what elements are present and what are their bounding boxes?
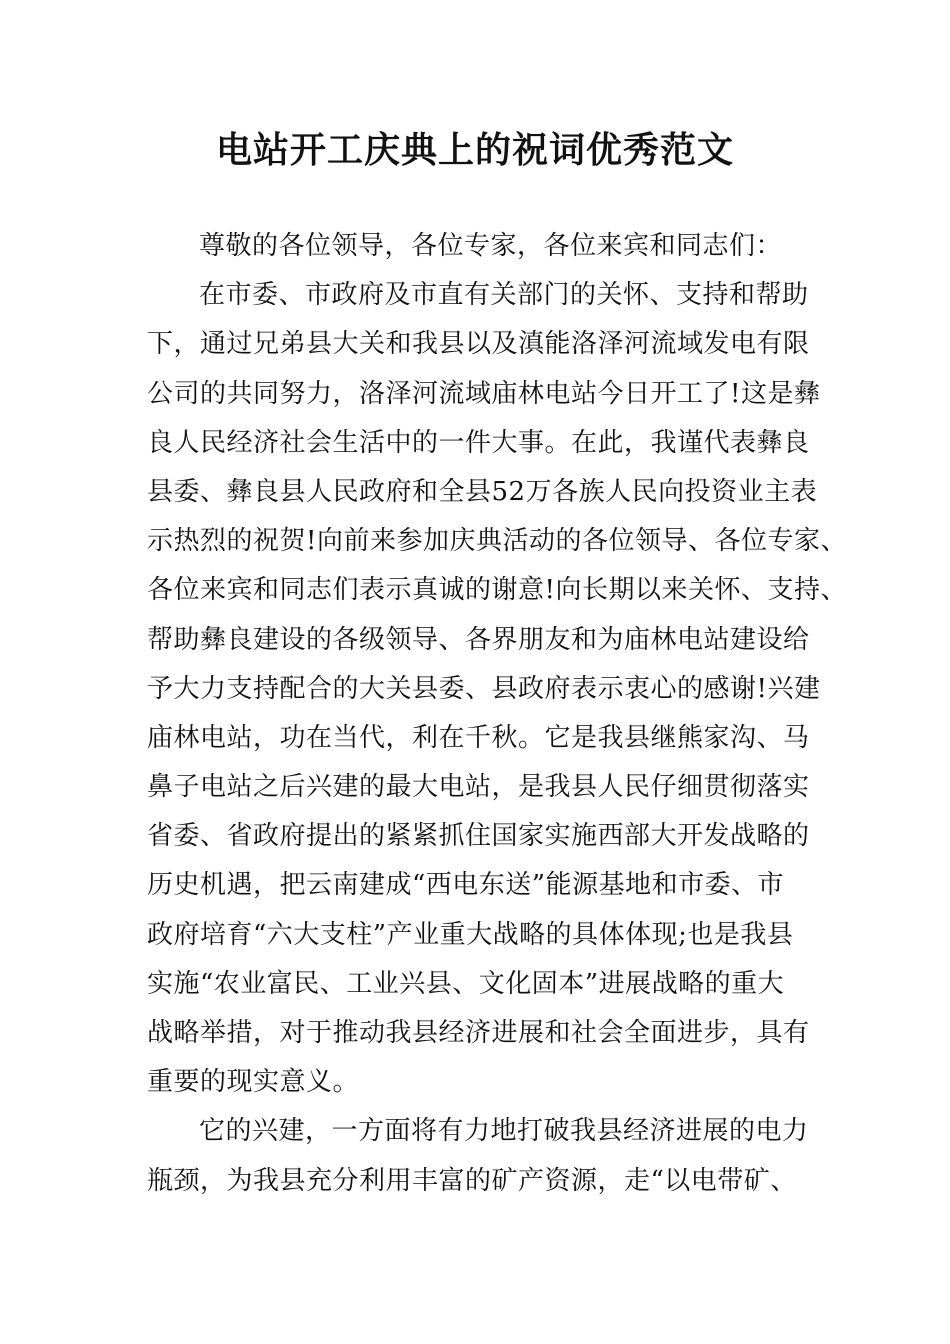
paragraph-line: 帮助彝良建设的各级领导、各界朋友和为庙林电站建设给 [147,624,810,655]
paragraph-line: 各位来宾和同志们表示真诚的谢意!向长期以来关怀、支持、 [147,575,847,606]
paragraph-line: 历史机遇，把云南建成“西电东送”能源基地和市委、市 [147,870,785,901]
paragraph-line: 良人民经济社会生活中的一件大事。在此，我谨代表彝良 [147,427,810,458]
document-body [147,222,847,1206]
paragraph-line: 予大力支持配合的大关县委、县政府表示衷心的感谢!兴建 [147,673,821,704]
paragraph-line: 示热烈的祝贺!向前来参加庆典活动的各位领导、各位专家、 [147,526,847,557]
paragraph-line: 省委、省政府提出的紧紧抓住国家实施西部大开发战略的 [147,821,810,852]
paragraph-line: 政府培育“六大支柱”产业重大战略的具体体现;也是我县 [147,919,794,950]
salutation-line: 尊敬的各位领导，各位专家，各位来宾和同志们： [199,231,783,261]
paragraph-line: 公司的共同努力，洛泽河流域庙林电站今日开工了!这是彝 [147,378,821,409]
paragraph-line: 战略举措，对于推动我县经济进展和社会全面进步，具有 [147,1018,810,1048]
paragraph-line: 鼻子电站之后兴建的最大电站，是我县人民仔细贯彻落实 [147,772,810,803]
paragraph-line: 庙林电站，功在当代，利在千秋。它是我县继熊家沟、马 [147,722,810,753]
document-title: 电站开工庆典上的祝词优秀范文 [215,129,734,171]
paragraph-line: 重要的现实意义。 [147,1067,360,1098]
paragraph-line: 它的兴建，一方面将有力地打破我县经济进展的电力 [199,1116,809,1147]
paragraph-line: 下，通过兄弟县大关和我县以及滇能洛泽河流域发电有限 [147,329,810,360]
paragraph-line: 在市委、市政府及市直有关部门的关怀、支持和帮助 [199,280,809,311]
paragraph-line: 瓶颈，为我县充分利用丰富的矿产资源，走“以电带矿、 [147,1165,797,1196]
paragraph-line: 实施“农业富民、工业兴县、文化固本”进展战略的重大 [147,968,785,999]
paragraph-line: 县委、彝良县人民政府和全县52万各族人民向投资业主表 [147,476,818,507]
